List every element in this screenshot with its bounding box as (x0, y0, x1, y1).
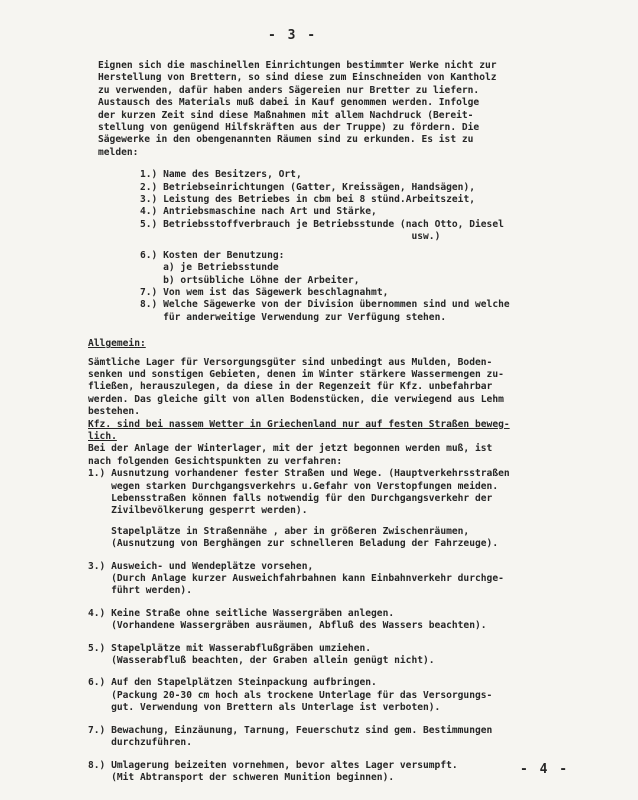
text-line: stellung von genügend Hilfskräften aus der Truppe) zu fördern. Die (98, 122, 480, 134)
text-line: nach folgenden Gesichtspunkten zu verfahren: (88, 455, 343, 467)
list-item: usw.) (140, 231, 441, 243)
text-line: (Vorhandene Wassergräben ausräumen, Abfluß des Wassers beachten). (88, 620, 487, 632)
text-line: 6.) Auf den Stapelplätzen Steinpackung aufbringen. (88, 677, 377, 689)
document-body (88, 60, 618, 784)
list-item: 4.) Antriebsmaschine nach Art und Stärke, (140, 206, 377, 218)
text-line: Herstellung von Brettern, so sind diese zum Einschneiden von Kantholz (98, 72, 497, 84)
text-line: Sägewerke in den obengenannten Räumen sind zu erkunden. Es ist zu (98, 134, 474, 146)
text-line: fließen, herauszulegen, da diese in der Regenzeit für Kfz. unbefahrbar (88, 381, 493, 393)
text-line: senken und sonstigen Gebieten, denen im Winter stärkere Wassermengen zu- (88, 368, 504, 380)
text-line: bestehen. (88, 406, 140, 418)
text-line: Sämtliche Lager für Versorgungsgüter sind unbedingt aus Mulden, Boden- (88, 356, 493, 368)
text-line: (Ausnutzung von Berghängen zur schnelleren Beladung der Fahrzeuge). (88, 538, 499, 550)
point-item (88, 526, 618, 551)
list-item: b) ortsübliche Löhne der Arbeiter, (140, 274, 360, 286)
text-line: gut. Verwendung von Brettern als Unterlage ist verboten). (88, 702, 441, 714)
heading-text: Allgemein: (88, 338, 146, 350)
list-item: für anderweitige Verwendung zur Verfügung stehen. (140, 311, 447, 323)
point-item (88, 608, 618, 633)
list-item: 5.) Betriebsstoffverbrauch je Betriebsstunde (nach Otto, Diesel (140, 218, 504, 230)
list-item: 6.) Kosten der Benutzung: (140, 249, 285, 261)
text-line: 7.) Bewachung, Einzäunung, Tarnung, Feuerschutz sind gem. Bestimmungen (88, 724, 493, 736)
intro-paragraph (98, 60, 618, 159)
point-item (88, 468, 618, 518)
page-number-top: - 3 - (268, 28, 318, 43)
text-line: Bei der Anlage der Winterlager, mit der jetzt begonnen werden muß, ist (88, 443, 493, 455)
list-item: 7.) Von wem ist das Sägewerk beschlagnahmt, (140, 286, 389, 298)
text-line: 3.) Ausweich- und Wendeplätze vorsehen, (88, 560, 314, 572)
general-paragraph (88, 357, 618, 469)
text-line: 8.) Umlagerung beizeiten vornehmen, bevor altes Lager versumpft. (88, 759, 458, 771)
text-line: 4.) Keine Straße ohne seitliche Wassergräben anlegen. (88, 607, 395, 619)
text-line: Lebensstraßen können falls notwendig für den Durchgangsverkehr der (88, 493, 493, 504)
list-item: a) je Betriebsstunde (140, 262, 279, 274)
text-line: der kurzen Zeit sind diese Maßnahmen mit allem Nachdruck (Bereit- (98, 109, 474, 121)
text-line: Zivilbevölkerung gesperrt werden). (88, 505, 308, 517)
text-line: (Wasserabfluß beachten, der Graben allein genügt nicht). (88, 655, 435, 667)
text-line: (Mit Abtransport der schweren Munition beginnen). (88, 771, 395, 783)
text-line: 1.) Ausnutzung vorhandener fester Straßen und Wege. (Hauptverkehrsstraßen (88, 468, 510, 480)
text-line: Kfz. sind bei nassem Wetter in Griechenland nur auf festen Straßen beweg- (88, 418, 510, 430)
page-number-bottom: - 4 - (520, 762, 570, 777)
list-item: 1.) Name des Besitzers, Ort, (140, 169, 302, 181)
list-item: 8.) Welche Sägewerke von der Division übernommen sind und welche (140, 299, 510, 311)
point-item (88, 725, 618, 750)
text-line: melden: (98, 146, 139, 158)
text-line: werden. Das gleiche gilt von allen Bodenstücken, die verwiegend aus Lehm (88, 393, 504, 405)
text-line: (Durch Anlage kurzer Ausweichfahrbahnen kann Einbahnverkehr durchge- (88, 573, 504, 585)
text-line: führt werden). (88, 585, 192, 597)
text-line: zu verwenden, dafür haben anders Sägereien nur Bretter zu liefern. (98, 84, 480, 96)
text-line: wegen starken Durchgangsverkehrs u.Gefahr von Verstopfungen meiden. (88, 480, 499, 492)
text-line: 5.) Stapelplätze mit Wasserabflußgräben umziehen. (88, 642, 372, 654)
text-line: Austausch des Materials muß dabei in Kauf genommen werden. Infolge (98, 97, 480, 109)
text-line: durchzuführen. (88, 737, 192, 749)
sawmill-report-list (98, 169, 618, 243)
text-line: (Packung 20-30 cm hoch als trockene Unterlage für das Versorgungs- (88, 689, 493, 701)
text-line: Stapelplätze in Straßennähe , aber in größeren Zwischenräumen, (88, 525, 470, 537)
text-line: Eignen sich die maschinellen Einrichtungen bestimmter Werke nicht zur (98, 60, 497, 71)
list-item: 3.) Leistung des Betriebes in cbm bei 8 stünd.Arbeitszeit, (140, 194, 476, 206)
point-item (88, 643, 618, 668)
winter-camp-points (88, 468, 618, 784)
list-item: 2.) Betriebseinrichtungen (Gatter, Kreissägen, Handsägen), (140, 181, 476, 193)
point-item (88, 677, 618, 714)
point-item (88, 561, 618, 598)
section-heading (88, 338, 618, 350)
sawmill-report-list-continued (98, 250, 618, 324)
text-line: lich. (88, 430, 117, 442)
